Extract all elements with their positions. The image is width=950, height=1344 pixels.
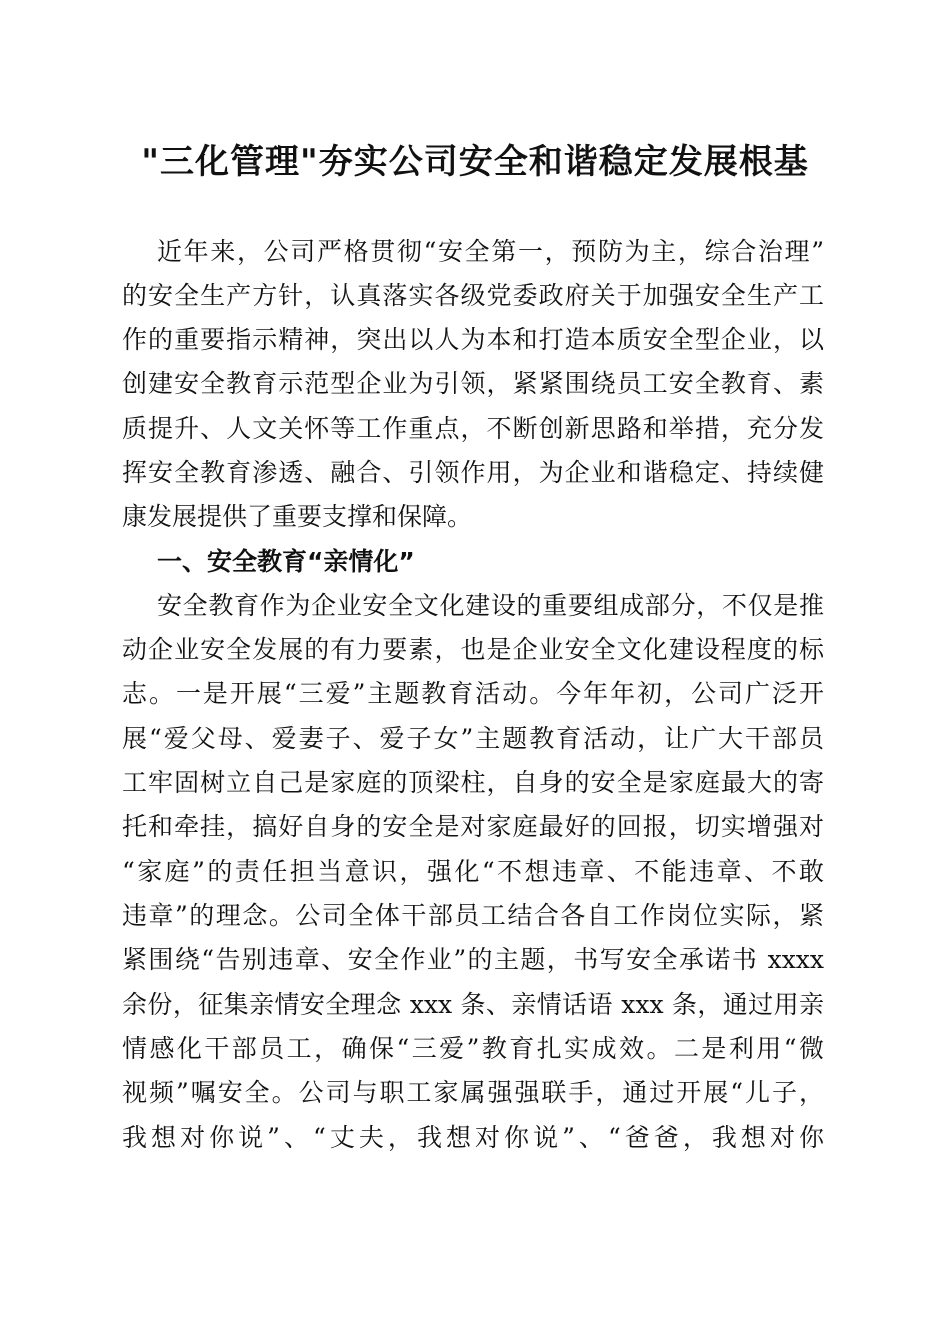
- paragraph-line: 质提升、人文关怀等工作重点，不断创新思路和举措，充分发: [122, 414, 824, 443]
- section-heading: 一、安全教育“亲情化”: [157, 547, 415, 576]
- paragraph-line: 余份，征集亲情安全理念 xxx 条、亲情话语 xxx 条，通过用亲: [122, 990, 824, 1019]
- paragraph-line: 的安全生产方针，认真落实各级党委政府关于加强安全生产工: [122, 281, 824, 310]
- paragraph-line: 情感化干部员工，确保“三爱”教育扎实成效。二是利用“微: [122, 1034, 824, 1063]
- paragraph-line: 安全教育作为企业安全文化建设的重要组成部分，不仅是推: [157, 591, 824, 620]
- paragraph-line: 作的重要指示精神，突出以人为本和打造本质安全型企业，以: [122, 325, 824, 354]
- document-title: "三化管理"夯实公司安全和谐稳定发展根基: [141, 142, 809, 182]
- paragraph-line: 紧围绕“告别违章、安全作业”的主题，书写安全承诺书 xxxx: [122, 945, 824, 974]
- paragraph-line: 近年来，公司严格贯彻“安全第一，预防为主，综合治理”: [157, 237, 824, 266]
- paragraph-line: 挥安全教育渗透、融合、引领作用，为企业和谐稳定、持续健: [122, 458, 824, 487]
- paragraph-line: 创建安全教育示范型企业为引领，紧紧围绕员工安全教育、素: [122, 369, 824, 398]
- paragraph-line: 工牢固树立自己是家庭的顶梁柱，自身的安全是家庭最大的寄: [122, 768, 824, 797]
- paragraph-line: 康发展提供了重要支撑和保障。: [122, 502, 473, 531]
- paragraph-line: 视频”嘱安全。公司与职工家属强强联手，通过开展“儿子，: [122, 1078, 824, 1107]
- paragraph-line: “家庭”的责任担当意识，强化“不想违章、不能违章、不敢: [122, 857, 824, 886]
- paragraph-line: 志。一是开展“三爱”主题教育活动。今年年初，公司广泛开: [122, 679, 824, 708]
- paragraph-line: 动企业安全发展的有力要素，也是企业安全文化建设程度的标: [122, 635, 824, 664]
- paragraph-line: 违章”的理念。公司全体干部员工结合各自工作岗位实际，紧: [122, 901, 824, 930]
- paragraph-line: 我想对你说”、“丈夫，我想对你说”、“爸爸，我想对你: [122, 1123, 824, 1152]
- paragraph-line: 托和牵挂，搞好自身的安全是对家庭最好的回报，切实增强对: [122, 812, 824, 841]
- paragraph-line: 展“爱父母、爱妻子、爱子女”主题教育活动，让广大干部员: [122, 724, 824, 753]
